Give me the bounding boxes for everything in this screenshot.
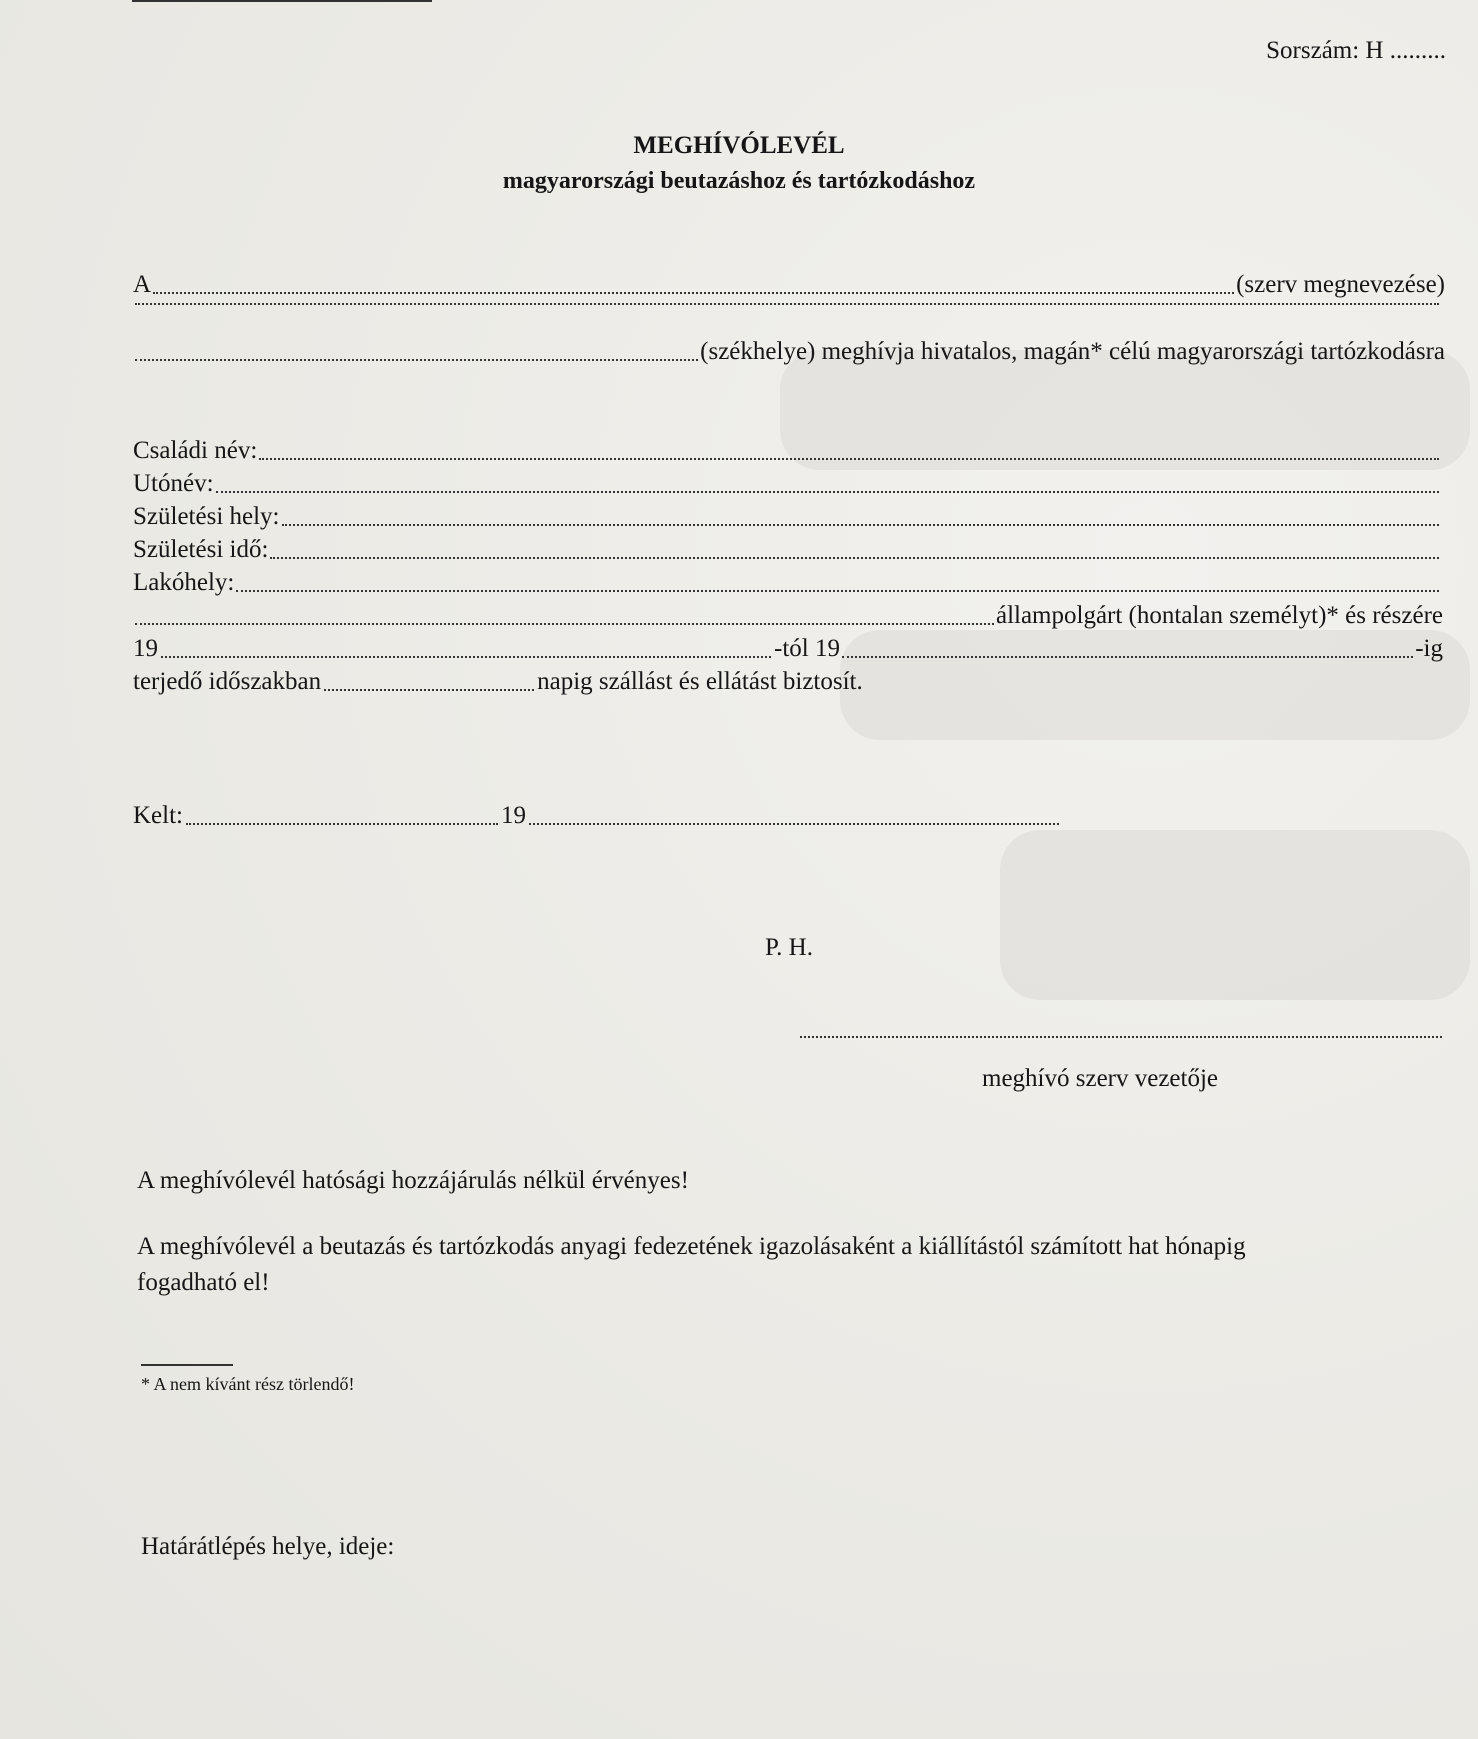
issue-date-line <box>133 801 1062 831</box>
family-name-field[interactable] <box>259 458 1439 460</box>
family-name-label: Családi név: <box>133 437 258 464</box>
days-field[interactable] <box>324 689 534 691</box>
signature-caption: meghívó szerv vezetője <box>982 1065 1219 1092</box>
family-name-line <box>133 436 1441 466</box>
issue-date-label: Kelt: <box>133 802 183 829</box>
organization-name-field[interactable] <box>153 292 1234 294</box>
footnote-rule <box>141 1364 233 1366</box>
organization-name-line <box>133 270 1445 300</box>
period-from-prefix: 19 <box>133 635 158 662</box>
birth-place-line <box>133 502 1441 532</box>
birth-date-label: Születési idő: <box>133 536 269 563</box>
organization-name-caption: (szerv megnevezése) <box>1236 271 1445 298</box>
given-name-field[interactable] <box>216 491 1439 493</box>
citizenship-field[interactable] <box>135 623 994 625</box>
paper-crease <box>1000 830 1470 1000</box>
validity-note: A meghívólevél hatósági hozzájárulás nélkül érvényes! <box>137 1167 689 1194</box>
invitation-purpose-text: (székhelye) meghívja hivatalos, magán* célú magyarországi tartózkodásra <box>700 338 1445 365</box>
birth-place-field[interactable] <box>282 524 1440 526</box>
birth-date-line <box>133 535 1441 565</box>
acceptance-note-line1: A meghívólevél a beutazás és tartózkodás anyagi fedezetének igazolásaként a kiállítástól számított hat hónapig <box>137 1233 1246 1260</box>
period-duration-prefix: terjedő időszakban <box>133 668 322 695</box>
birth-date-field[interactable] <box>270 557 1439 559</box>
residence-field[interactable] <box>236 590 1439 592</box>
acceptance-note-line2: fogadható el! <box>137 1269 270 1296</box>
footnote-text: * A nem kívánt rész törlendő! <box>141 1374 355 1394</box>
given-name-line <box>133 469 1441 499</box>
period-to-prefix: -tól 19 <box>774 635 840 662</box>
period-line <box>133 634 1443 664</box>
serial-dots: ......... <box>1389 37 1446 64</box>
birth-place-label: Születési hely: <box>133 503 280 530</box>
top-rule <box>132 0 432 2</box>
serial-label: Sorszám: H <box>1266 37 1384 64</box>
issue-place-field[interactable] <box>186 823 498 825</box>
period-to-suffix: -ig <box>1415 635 1443 662</box>
organization-address-line <box>133 303 1441 311</box>
line-prefix: A <box>133 271 152 298</box>
residence-line <box>133 568 1441 598</box>
page-title: MEGHÍVÓLEVÉL <box>633 132 845 159</box>
days-line <box>133 667 863 697</box>
signature-field[interactable] <box>800 1036 1442 1038</box>
border-crossing-label: Határátlépés helye, ideje: <box>141 1533 395 1560</box>
organization-address-field[interactable] <box>135 303 1439 305</box>
period-from-field[interactable] <box>161 656 771 658</box>
issue-year-prefix: 19 <box>501 802 526 829</box>
citizenship-text: állampolgárt (hontalan személyt)* és részére <box>995 602 1443 629</box>
page-subtitle: magyarországi beutazáshoz és tartózkodáshoz <box>502 168 976 194</box>
residence-label: Lakóhely: <box>133 569 235 596</box>
serial-number <box>1266 36 1446 66</box>
given-name-label: Utónév: <box>133 470 214 497</box>
period-to-field[interactable] <box>842 656 1413 658</box>
organization-seat-line <box>133 337 1445 367</box>
stamp-placeholder: P. H. <box>765 934 813 961</box>
issue-date-field[interactable] <box>529 823 1059 825</box>
citizenship-line <box>133 601 1443 631</box>
accommodation-text: napig szállást és ellátást biztosít. <box>537 668 863 695</box>
organization-seat-field[interactable] <box>135 359 698 361</box>
